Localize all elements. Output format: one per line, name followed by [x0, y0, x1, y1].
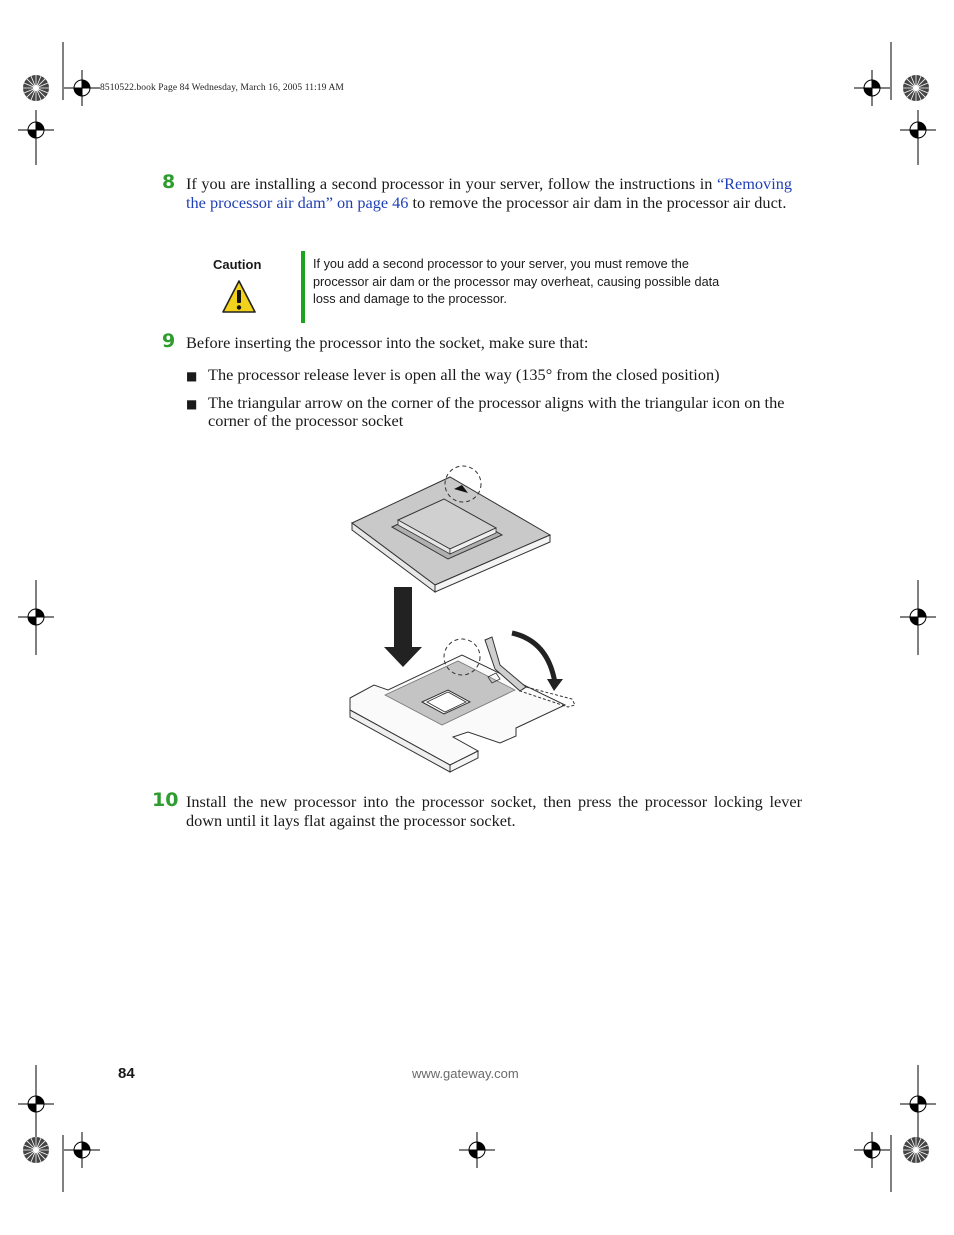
step-number-10: 10	[152, 789, 179, 811]
warning-triangle-icon	[221, 279, 257, 315]
caution-bar	[301, 251, 305, 323]
bullet-marker: ■	[186, 397, 198, 411]
page-number: 84	[118, 1065, 135, 1082]
down-arrow-icon	[384, 587, 422, 667]
step-10-text: Install the new processor into the processor socket, then press the processor locking lever down until it lays flat against the processor socket.	[186, 792, 802, 830]
bullet-item-lever: The processor release lever is open all the way (135° from the closed position)	[208, 365, 720, 384]
processor-chip-drawing	[352, 466, 550, 592]
bullet-marker: ■	[186, 369, 198, 383]
step-number-8: 8	[162, 171, 176, 193]
removing-air-dam-link[interactable]: “Removing the processor air dam” on page 46	[186, 174, 792, 212]
caution-text: If you add a second processor to your server, you must remove the processor air dam or the processor may overheat, causing possible data loss and damage to the processor.	[313, 257, 720, 306]
caution-label: Caution	[213, 257, 262, 272]
processor-socket-illustration	[340, 455, 600, 780]
footer-url: www.gateway.com	[412, 1066, 519, 1081]
bullet-item-arrow-alignment: The triangular arrow on the corner of the processor aligns with the triangular icon on the corner of the processor socket	[208, 393, 785, 430]
step-number-9: 9	[162, 330, 176, 352]
print-file-info: 8510522.book Page 84 Wednesday, March 16, 2005 11:19 AM	[100, 83, 344, 93]
processor-socket-drawing	[350, 633, 575, 772]
step-9-text: Before inserting the processor into the socket, make sure that:	[186, 333, 589, 352]
step-8-text-before: If you are installing a second processor in your server, follow the instructions in	[186, 174, 717, 193]
step-8-text-after: to remove the processor air dam in the processor air duct.	[408, 193, 787, 212]
step-8-text	[186, 174, 792, 212]
